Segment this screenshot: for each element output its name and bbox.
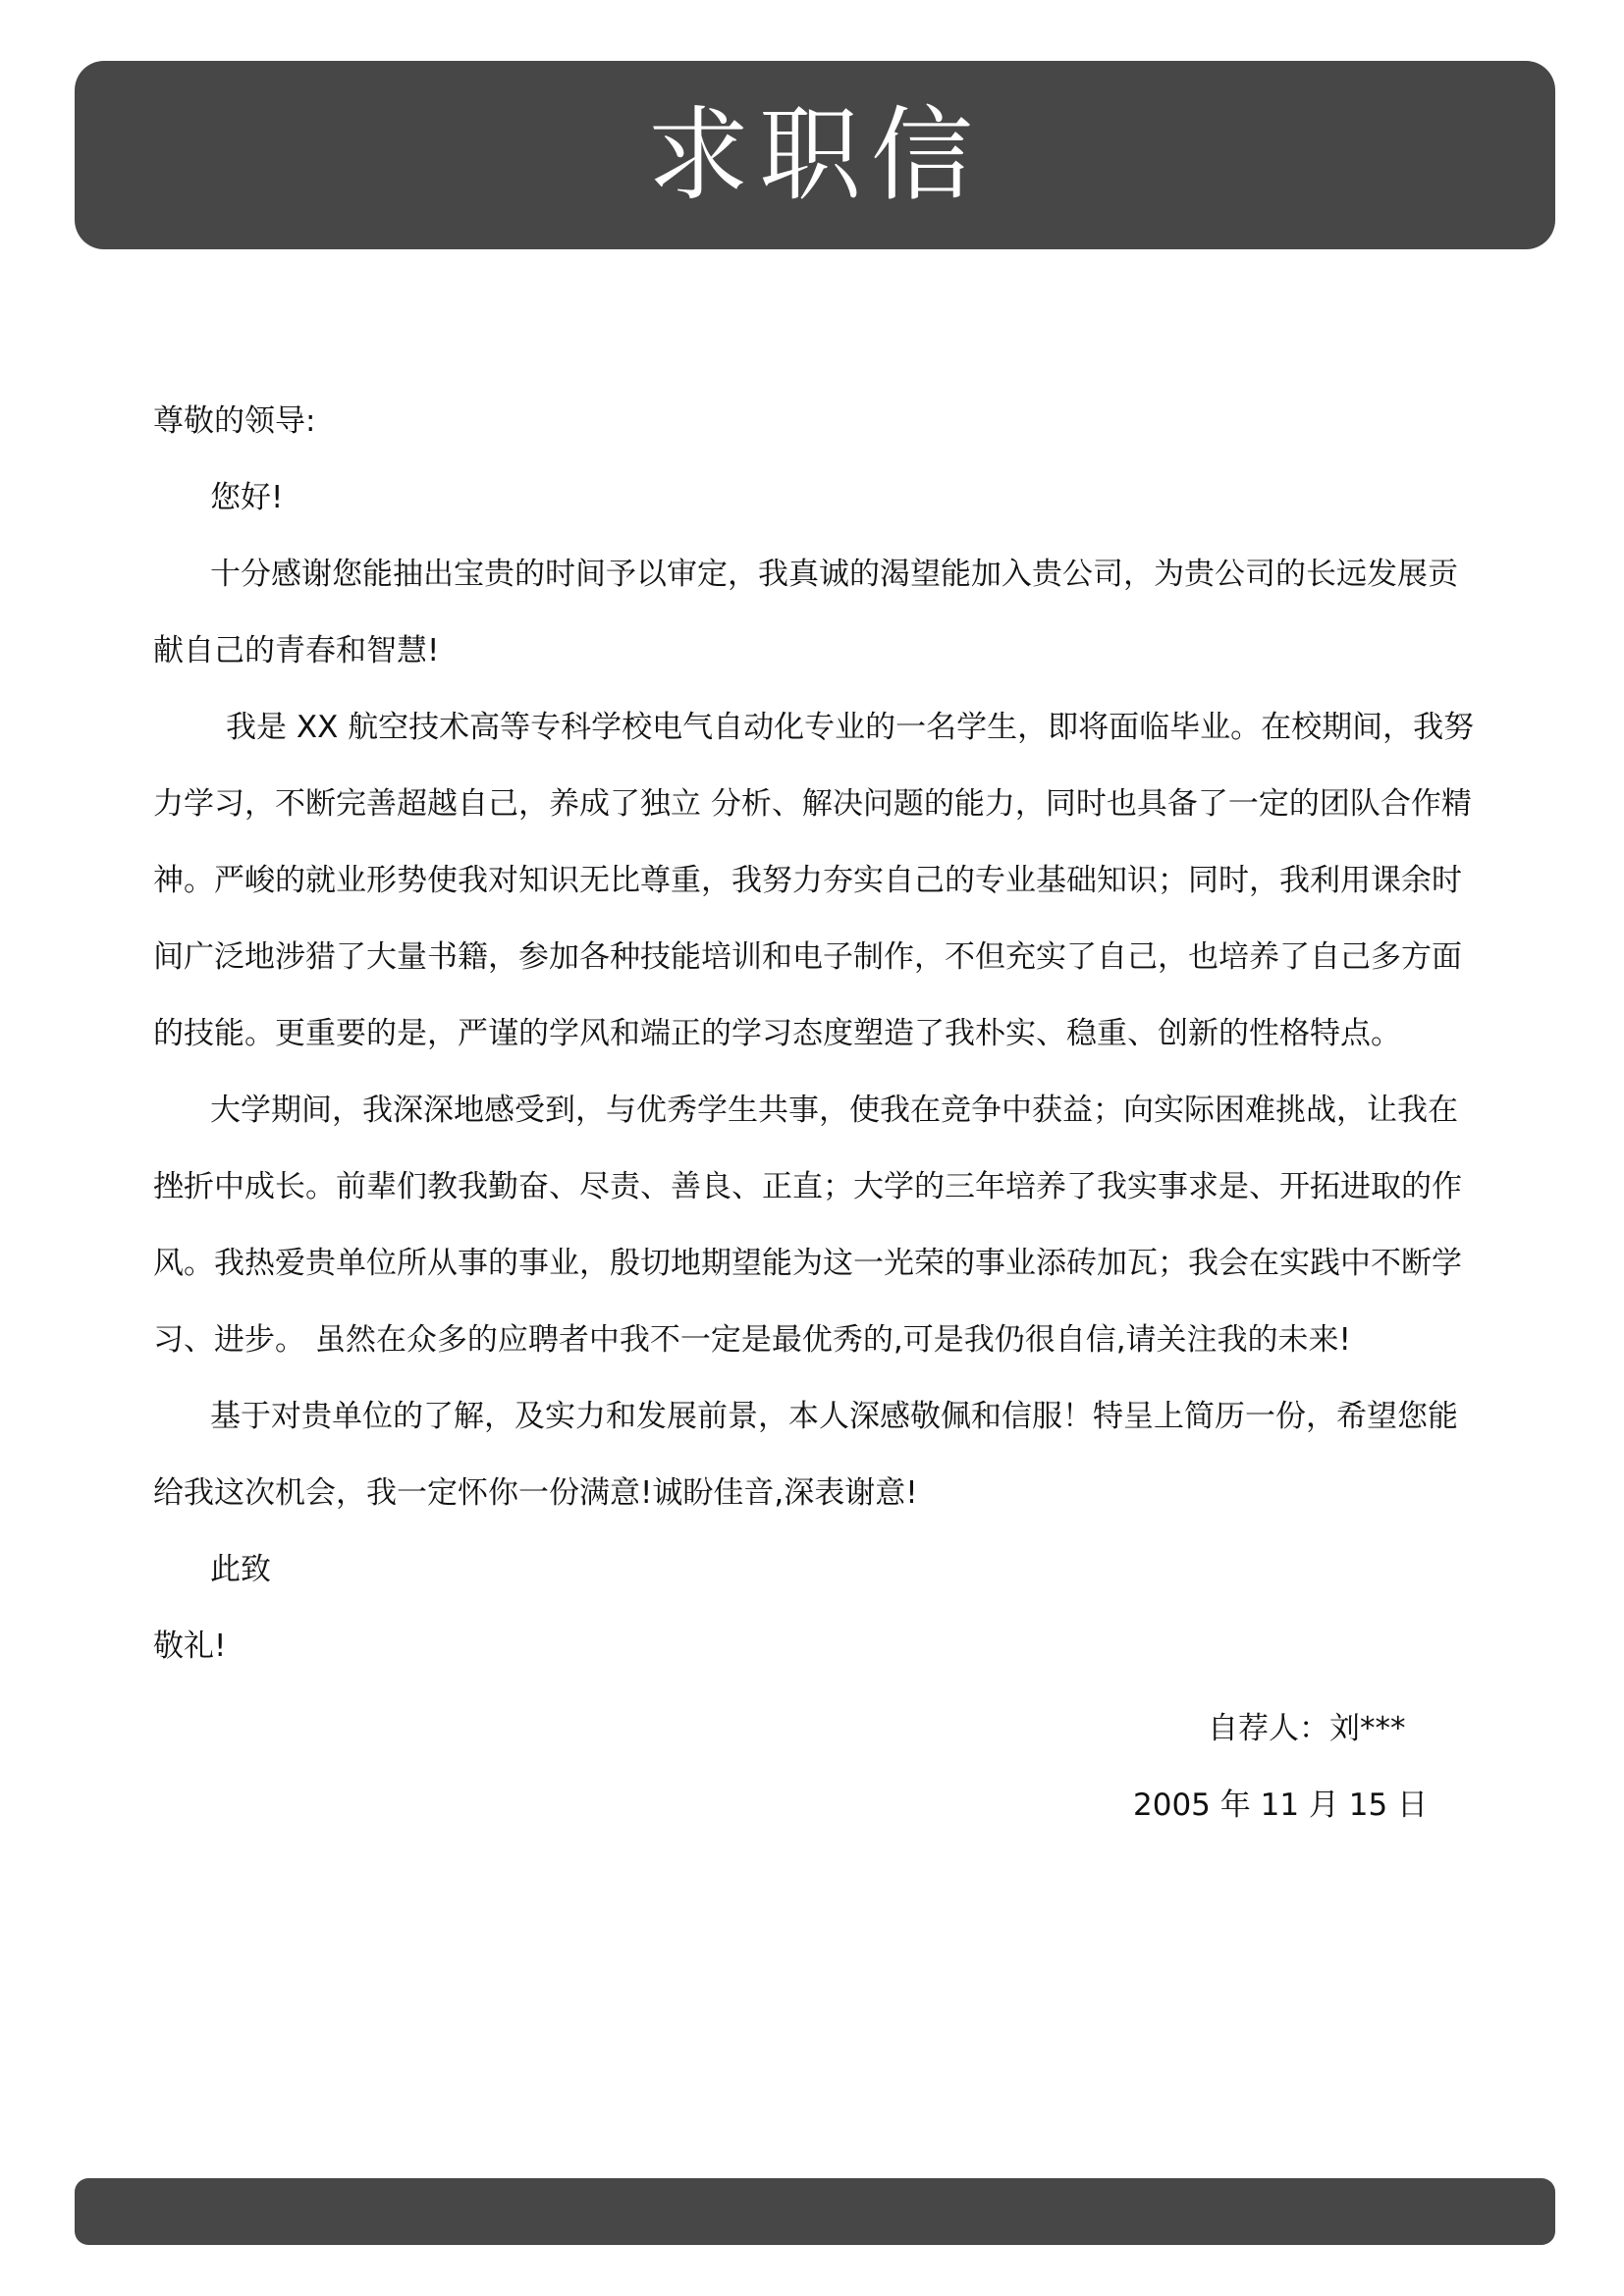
header-bar <box>75 61 1555 249</box>
page-title: 求职信 <box>646 95 983 215</box>
closing-line-1: 此致 <box>210 1552 271 1587</box>
letter-body <box>153 383 1481 1684</box>
paragraph-4: 基于对贵单位的了解，及实力和发展前景，本人深感敬佩和信服！特呈上简历一份，希望您能给我这次机会，我一定怀你一份满意!诚盼佳音,深表谢意! <box>153 1399 1458 1511</box>
paragraph-3: 大学期间，我深深地感受到，与优秀学生共事，使我在竞争中获益；向实际困难挑战，让我在挫折中成长。前辈们教我勤奋、尽责、善良、正直；大学的三年培养了我实事求是、开拓进取的作风。我热爱贵单位所从事的事业，殷切地期望能为这一光荣的事业添砖加瓦；我会在实践中不断学习、进步。 虽然在众多的应聘者中我不一定是最优秀的,可是我仍很自信,请关注我的未来! <box>153 1093 1462 1358</box>
closing-line-2: 敬礼! <box>153 1629 227 1664</box>
salutation: 尊敬的领导: <box>153 403 316 439</box>
date: 2005 年 11 月 15 日 <box>1133 1788 1429 1823</box>
signature: 自荐人：刘*** <box>1208 1711 1406 1746</box>
footer-bar <box>75 2178 1555 2245</box>
paragraph-2: 我是 XX 航空技术高等专科学校电气自动化专业的一名学生，即将面临毕业。在校期间，我努力学习，不断完善超越自己，养成了独立 分析、解决问题的能力，同时也具备了一定的团队合作精神。严峻的就业形势使我对知识无比尊重，我努力夯实自己的专业基础知识；同时，我利用课余时间广泛地涉猎了大量书籍，参加各种技能培训和电子制作，不但充实了自己，也培养了自己多方面的技能。更重要的是，严谨的学风和端正的学习态度塑造了我朴实、稳重、创新的性格特点。 <box>153 710 1475 1051</box>
greeting: 您好! <box>210 480 284 515</box>
paragraph-1: 十分感谢您能抽出宝贵的时间予以审定，我真诚的渴望能加入贵公司，为贵公司的长远发展贡献自己的青春和智慧! <box>153 557 1458 668</box>
